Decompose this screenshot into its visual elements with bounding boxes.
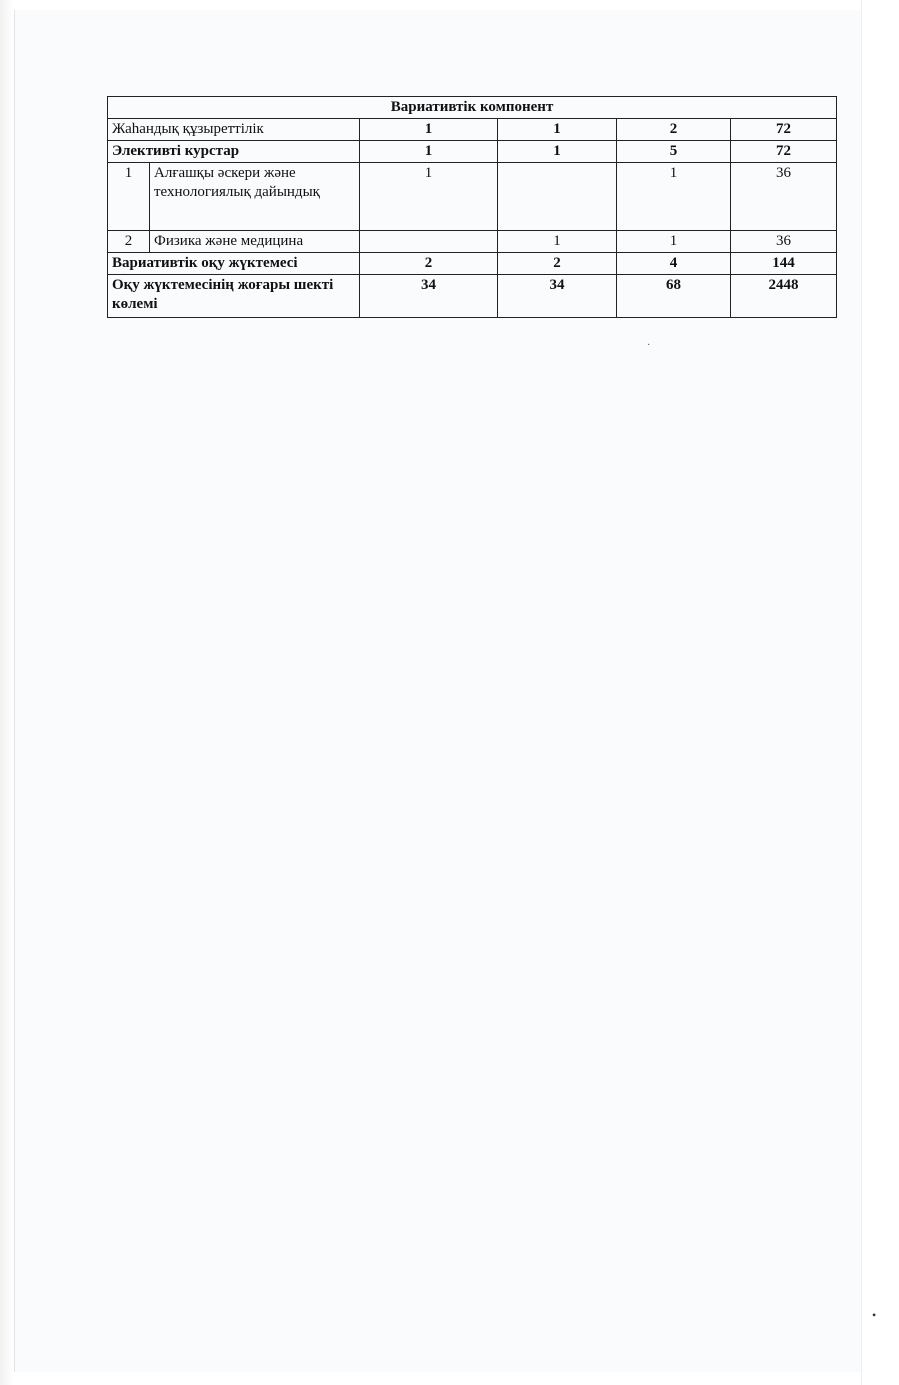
table-header-row bbox=[108, 97, 837, 119]
row-value: 34 bbox=[360, 275, 498, 318]
row-value: 1 bbox=[360, 119, 498, 141]
row-value: 2448 bbox=[731, 275, 837, 318]
scan-speck: · bbox=[647, 340, 651, 351]
row-name: Оқу жүктемесінің жоғары шекті көлемі bbox=[108, 275, 360, 318]
row-value bbox=[360, 231, 498, 253]
row-name: Алғашқы әскери және технологиялық дайындық bbox=[150, 163, 360, 231]
row-value: 2 bbox=[498, 253, 617, 275]
row-value: 1 bbox=[360, 141, 498, 163]
row-value: 1 bbox=[498, 141, 617, 163]
row-name: Вариативтік оқу жүктемесі bbox=[108, 253, 360, 275]
scan-speck: • bbox=[872, 1308, 877, 1322]
scan-left-shadow bbox=[0, 0, 14, 1385]
row-value: 2 bbox=[617, 119, 731, 141]
row-value: 36 bbox=[731, 163, 837, 231]
row-value: 1 bbox=[498, 231, 617, 253]
row-value bbox=[498, 163, 617, 231]
row-value: 34 bbox=[498, 275, 617, 318]
row-name: Физика және медицина bbox=[150, 231, 360, 253]
table-row bbox=[108, 163, 837, 231]
row-value: 72 bbox=[731, 141, 837, 163]
table-row bbox=[108, 119, 837, 141]
row-value: 2 bbox=[360, 253, 498, 275]
row-value: 68 bbox=[617, 275, 731, 318]
row-value: 1 bbox=[498, 119, 617, 141]
table-row bbox=[108, 231, 837, 253]
row-value: 1 bbox=[617, 231, 731, 253]
table-header: Вариативтік компонент bbox=[108, 97, 837, 119]
row-value: 1 bbox=[360, 163, 498, 231]
curriculum-table bbox=[107, 96, 837, 318]
row-name: Жаһандық құзыреттілік bbox=[108, 119, 360, 141]
row-name: Элективті курстар bbox=[108, 141, 360, 163]
row-number: 1 bbox=[108, 163, 150, 231]
row-value: 144 bbox=[731, 253, 837, 275]
table-row bbox=[108, 253, 837, 275]
scan-right-edge bbox=[861, 0, 899, 1385]
row-value: 4 bbox=[617, 253, 731, 275]
row-value: 5 bbox=[617, 141, 731, 163]
table-row bbox=[108, 275, 837, 318]
row-value: 72 bbox=[731, 119, 837, 141]
table-row bbox=[108, 141, 837, 163]
row-value: 1 bbox=[617, 163, 731, 231]
row-number: 2 bbox=[108, 231, 150, 253]
row-value: 36 bbox=[731, 231, 837, 253]
